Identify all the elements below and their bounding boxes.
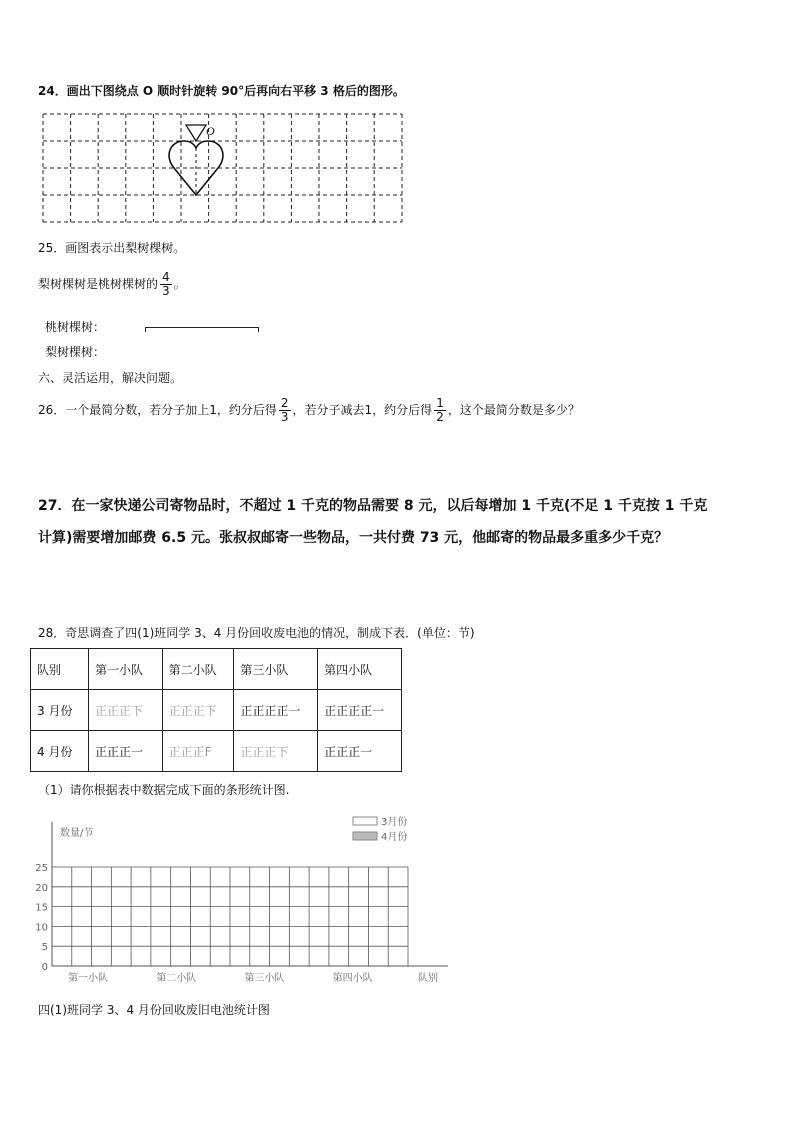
table-cell: 正正正下 — [88, 690, 162, 731]
legend-swatch-3 — [353, 817, 377, 825]
x-category-label: 第三小队 — [244, 973, 285, 984]
battery-table — [30, 648, 402, 772]
q26-text — [38, 394, 580, 426]
heart-shape — [169, 125, 223, 195]
q24-text: 24．画出下图绕点 O 顺时针旋转 90°后再向右平移 3 格后的图形。 — [38, 84, 405, 98]
y-axis-label: 数量/节 — [60, 828, 94, 839]
table-cell: 正正正F — [162, 731, 234, 772]
y-tick-label: 5 — [41, 942, 48, 954]
bar-chart — [30, 808, 450, 990]
q28-text: 28．奇思调查了四(1)班同学 3、4 月份回收废电池的情况，制成下表．(单位：节) — [38, 626, 475, 640]
table-header: 第三小队 — [234, 649, 318, 690]
row-label: 4 月份 — [31, 731, 89, 772]
x-category-label: 第二小队 — [156, 973, 197, 984]
legend-label-4: 4月份 — [381, 832, 408, 843]
table-cell: 正正正下 — [162, 690, 234, 731]
table-header: 第四小队 — [318, 649, 402, 690]
peach-segment — [145, 327, 259, 332]
y-tick-label: 25 — [35, 863, 48, 874]
fraction-4-3: $\frac{4}{3}$ — [162, 270, 170, 298]
q24-grid — [38, 108, 408, 226]
q25-statement — [38, 268, 186, 300]
q28-sub1: （1）请你根据表中数据完成下面的条形统计图. — [38, 783, 290, 797]
table-cell: 正正正一 — [88, 731, 162, 772]
y-tick-label: 20 — [35, 882, 48, 894]
q27-line1: 27．在一家快递公司寄物品时，不超过 1 千克的物品需要 8 元，以后每增加 1 千克(不足 1 千克按 1 千克 — [38, 498, 708, 514]
table-row — [31, 690, 402, 731]
table-header-row — [31, 649, 402, 690]
peach-label: 桃树棵树： — [45, 320, 106, 334]
table-header: 第二小队 — [162, 649, 234, 690]
table-cell: 正正正正一 — [318, 690, 402, 731]
q26-part1: 26．一个最简分数，若分子加上1，约分后得 — [38, 403, 277, 417]
y-tick-label: 0 — [41, 962, 48, 973]
table-row — [31, 731, 402, 772]
q27-line2: 计算)需要增加邮费 6.5 元。张叔叔邮寄一些物品，一共付费 73 元，他邮寄的物品最多重多少千克？ — [38, 530, 669, 546]
fraction-1-2: $\frac{1}{2}$ — [436, 396, 444, 424]
x-category-label: 第四小队 — [332, 973, 373, 984]
legend-label-3: 3月份 — [381, 817, 408, 828]
q25-statement-after: 。 — [173, 277, 186, 291]
row-label: 3 月份 — [31, 690, 89, 731]
table-header: 第一小队 — [88, 649, 162, 690]
legend-swatch-4 — [353, 832, 377, 840]
table-cell: 正正正正一 — [234, 690, 318, 731]
table-header: 队别 — [31, 649, 89, 690]
q26-part2: ，若分子减去1，约分后得 — [292, 403, 433, 417]
table-cell: 正正正下 — [234, 731, 318, 772]
table-cell: 正正正一 — [318, 731, 402, 772]
section6-heading: 六、灵活运用，解决问题。 — [38, 371, 183, 385]
fraction-2-3: $\frac{2}{3}$ — [280, 396, 289, 424]
point-o-label: O — [206, 124, 215, 138]
x-axis-label: 队别 — [418, 973, 438, 984]
pear-label: 梨树棵树： — [45, 345, 106, 359]
y-tick-label: 15 — [35, 902, 48, 914]
q25-statement-before: 梨树棵树是桃树棵树的 — [38, 277, 159, 291]
q25-text: 25．画图表示出梨树棵树。 — [38, 241, 186, 255]
q26-part3: ，这个最简分数是多少？ — [447, 403, 580, 417]
chart-caption: 四(1)班同学 3、4 月份回收废旧电池统计图 — [38, 1003, 270, 1017]
y-tick-label: 10 — [35, 922, 48, 934]
x-category-label: 第一小队 — [68, 973, 108, 984]
